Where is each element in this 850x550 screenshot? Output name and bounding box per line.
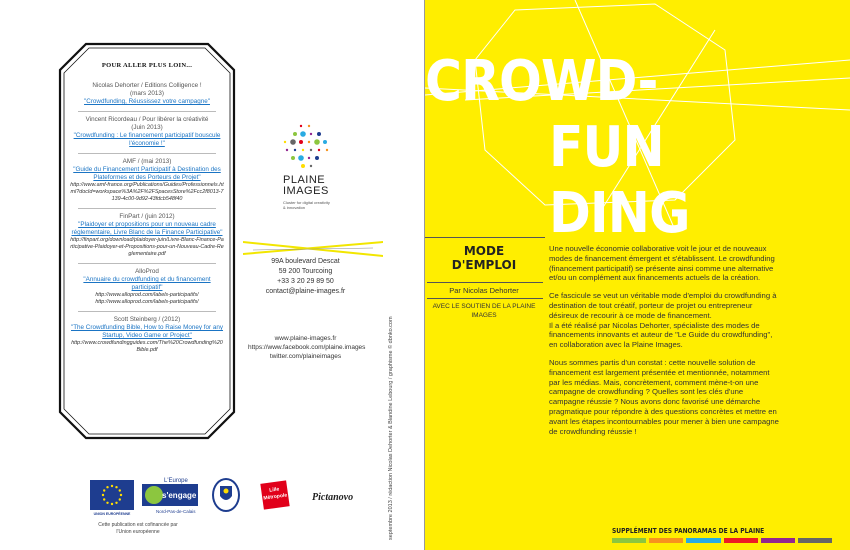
- color-stripe: [761, 538, 795, 543]
- plaine-images-tagline: Cluster for digital creativity & innovation: [283, 200, 330, 210]
- reference-author: FinPart / (juin 2012): [119, 213, 175, 220]
- reference-link[interactable]: "Crowdfunding, Réussissez votre campagne": [84, 98, 210, 105]
- further-reading-title: POUR ALLER PLUS LOIN...: [101, 62, 193, 69]
- color-stripe: [686, 538, 720, 543]
- shield-icon: [214, 480, 238, 510]
- reference-link[interactable]: "Plaidoyer et propositions pour un nouveau cadre réglementaire, Livre Blanc de la Finance Participative": [71, 221, 223, 236]
- reference-item: [70, 263, 224, 306]
- address-block: [248, 257, 363, 297]
- reference-author: Nicolas Dehorter / Editions Colligence !: [92, 82, 202, 89]
- email[interactable]: contact@plaine-images.fr: [265, 288, 346, 295]
- front-cover-page: [425, 0, 850, 550]
- reference-item: [70, 82, 224, 106]
- reference-date: (mars 2013): [130, 90, 164, 97]
- reference-item: [70, 153, 224, 203]
- websites-block: [248, 334, 366, 361]
- references-list: [70, 82, 224, 359]
- title-line-1: CROWD-: [425, 49, 658, 114]
- reference-link[interactable]: "Crowdfunding : Le financement participatif bouscule l'économie !": [73, 132, 221, 147]
- reference-item: [70, 111, 224, 148]
- europe-line3: Nord-Pas-de-Calais: [156, 509, 196, 514]
- separator: [78, 311, 216, 312]
- paragraph: Une nouvelle économie collaborative voit le jour et de nouveaux modes de financement émergent et s'établissent. Le crowdfunding (financement participatif) se présente ainsi comme une alternative et/ou un complément aux financements actuels de la création.: [549, 244, 775, 283]
- reference-link[interactable]: "Guide du Financement Participatif à Destination des Plateformes et des Porteurs de Projet": [73, 166, 221, 181]
- reference-url[interactable]: http://www.crowdfundingguides.com/The%20Crowdfunding%20Bible.pdf: [71, 340, 223, 353]
- facebook-link[interactable]: https://www.facebook.com/plaine.images: [248, 344, 366, 351]
- author-line: Par Nicolas Dehorter: [449, 286, 519, 295]
- paragraph: Ce fascicule se veut un véritable mode d'emploi du crowdfunding à destination de tout créatif, porteur de projet ou entrepreneur désireux de recourir à ce mode de financement. Il a été réalisé par Nicolas Dehorter, spécialiste des modes de financements innovants et auteur de "Le Guide du crowdfunding", en collaboration avec la Plaine Images.: [549, 291, 777, 350]
- reference-link[interactable]: "The Crowdfunding Bible, How to Raise Money for any Startup, Video Game or Project": [70, 324, 224, 339]
- phone: +33 3 20 29 89 50: [277, 278, 334, 285]
- color-stripes: [612, 538, 832, 543]
- plaine-images-name: PLAINE IMAGES: [283, 174, 329, 197]
- street: 99A boulevard Descat: [271, 258, 340, 265]
- paragraph: Nous sommes partis d'un constat : cette nouvelle solution de financement est largement présentée et mentionnée, notamment par les médias. Mais, concrètement, comment mène-t-on une campagne de crowdfunding ? Quelles sont les clés d'une campagne réussie ? Nous avons donc favorisé une démarche pragmatique pour répondre à des questions concrètes et mettre en avant les étapes incontournables pour mener à bien une campagne de crowdfunding réussie !: [549, 357, 779, 436]
- pictanovo-logo: Pictanovo: [312, 492, 354, 503]
- eu-flag-logo: [90, 480, 134, 510]
- title-line-3: DING: [549, 181, 690, 246]
- color-stripe: [612, 538, 646, 543]
- separator: [78, 111, 216, 112]
- europe-line1: L'Europe: [164, 478, 188, 484]
- reference-url[interactable]: http://www.amf-france.org/Publications/Guides/Professionnels.html?docId=workspace%3A%2F%2FSpacesStore%2Fcc2f8013-7139-4c00-9d92-43fdcb548f40: [70, 182, 224, 202]
- plaine-images-logo: [277, 118, 335, 176]
- color-stripe: [798, 538, 832, 543]
- divider: [427, 298, 543, 299]
- separator: [78, 263, 216, 264]
- website-link[interactable]: www.plaine-images.fr: [274, 335, 337, 342]
- europe-engage-logo: [142, 476, 198, 516]
- reference-author: Vincent Ricordeau / Pour libérer la créativité: [85, 116, 209, 123]
- reference-author: Scott Steinberg / (2012): [113, 316, 181, 323]
- credits-vertical: septembre 2013 / rédaction Nicolas Dehorter & Blandine Lebourg / graphisme © dbnko.com: [388, 316, 394, 540]
- reference-item: [70, 311, 224, 354]
- intro-text: [549, 244, 781, 444]
- supplement-label: SUPPLÉMENT DES PANORAMAS DE LA PLAINE: [612, 527, 765, 535]
- pas-de-calais-logo: [212, 478, 240, 512]
- reference-url[interactable]: http://www.alloprod.com/labels-participatifs/ http://www.alloprod.com/labels-participatifs/: [95, 292, 199, 305]
- reference-url[interactable]: http://finpart.org/download/plaidoyer-juin/Livre-Blanc-Finance-Participative-Plaidoyer-et-Propositions-pour-un-Nouveau-Cadre-Reglementaire.pdf: [70, 237, 224, 257]
- lille-metropole-logo: Lille Métropole: [260, 480, 289, 509]
- mode-emploi-heading: MODE D'EMPLOI: [451, 244, 517, 272]
- support-line: AVEC LE SOUTIEN DE LA PLAINE IMAGES: [432, 303, 536, 319]
- color-stripe: [649, 538, 683, 543]
- reference-link[interactable]: "Annuaire du crowdfunding et du financement participatif": [83, 276, 211, 291]
- europe-line2: s'engage: [162, 491, 197, 500]
- divider: [427, 282, 543, 283]
- color-stripe: [724, 538, 758, 543]
- eu-logo-label: UNION EUROPÉENNE: [93, 512, 131, 516]
- reference-author: AMF / (mai 2013): [122, 158, 172, 165]
- title-line-2: FUN: [549, 115, 664, 180]
- reference-date: (Juin 2013): [131, 124, 163, 131]
- partner-logos: [90, 472, 360, 522]
- separator: [78, 153, 216, 154]
- separator: [78, 208, 216, 209]
- cofinancing-note: Cette publication est cofinancée par l'Union européenne: [98, 522, 178, 535]
- reference-item: [70, 208, 224, 258]
- city: 59 200 Tourcoing: [278, 268, 333, 275]
- divider: [425, 237, 545, 238]
- eu-stars-icon: [90, 480, 134, 510]
- twitter-link[interactable]: twitter.com/plaineimages: [269, 353, 342, 360]
- reference-author: AlloProd: [135, 268, 159, 275]
